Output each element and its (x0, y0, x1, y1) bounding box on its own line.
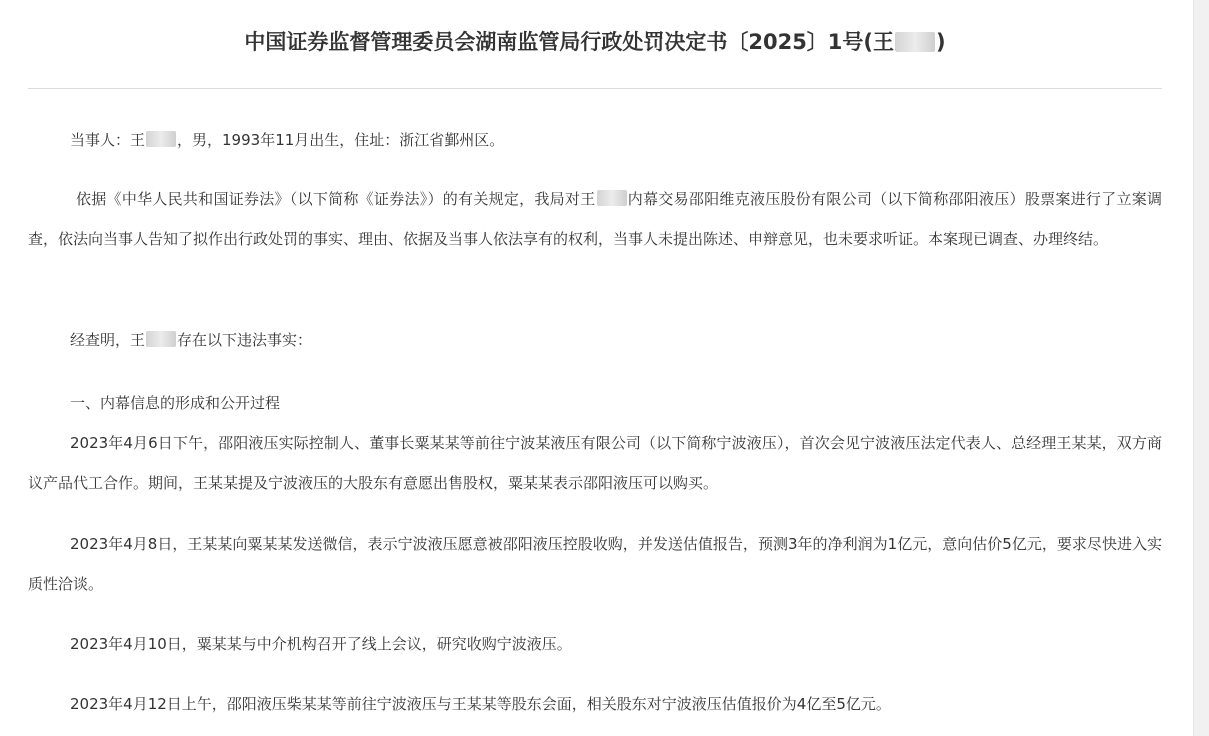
basis-text-start: 依据《中华人民共和国证券法》（以下简称《证券法》）的有关规定，我局对王 (76, 190, 596, 208)
party-text-start: 当事人：王 (70, 131, 146, 149)
event-paragraph: 2023年4月10日，粟某某与中介机构召开了线上会议，研究收购宁波液压。 (70, 635, 572, 653)
section-heading: 一、内幕信息的形成和公开过程 (70, 394, 281, 412)
title-text-end: ) (936, 30, 946, 54)
redacted-name (146, 131, 176, 147)
paragraph-party (28, 120, 1162, 160)
vertical-scrollbar[interactable] (1193, 0, 1209, 736)
redacted-name (597, 190, 627, 206)
title-text-start: 中国证券监督管理委员会湖南监管局行政处罚决定书〔2025〕1号(王 (244, 30, 895, 54)
page-title (28, 27, 1162, 57)
redacted-name (895, 32, 935, 52)
party-text-end: ，男，1993年11月出生，住址：浙江省鄞州区。 (177, 131, 505, 149)
finding-text-start: 经查明，王 (70, 331, 146, 349)
basis-text-end: 内幕交易邵阳维克液压股份有限公司（以下简称邵阳液压）股票案进行了立案调查，依法向当事人告知了拟作出行政处罚的事实、理由、依据及当事人依法享有的权利，当事人未提出陈述、申辩意见，也未要求听证。本案现已调查、办理终结。 (28, 190, 1162, 248)
paragraph-basis (28, 179, 1162, 259)
redacted-name (146, 331, 176, 347)
event-paragraph: 2023年4月6日下午，邵阳液压实际控制人、董事长粟某某等前往宁波某液压有限公司（以下简称宁波液压），首次会见宁波液压法定代表人、总经理王某某，双方商议产品代工合作。期间，王某某提及宁波液压的大股东有意愿出售股权，粟某某表示邵阳液压可以购买。 (28, 434, 1162, 492)
title-divider (28, 88, 1162, 89)
event-paragraph: 2023年4月12日上午，邵阳液压柴某某等前往宁波液压与王某某等股东会面，相关股东对宁波液压估值报价为4亿至5亿元。 (70, 695, 891, 713)
event-paragraph: 2023年4月8日，王某某向粟某某发送微信，表示宁波液压愿意被邵阳液压控股收购，并发送估值报告，预测3年的净利润为1亿元，意向估价5亿元，要求尽快进入实质性洽谈。 (28, 535, 1162, 593)
paragraph-finding (28, 320, 1162, 360)
finding-text-end: 存在以下违法事实： (177, 331, 313, 349)
